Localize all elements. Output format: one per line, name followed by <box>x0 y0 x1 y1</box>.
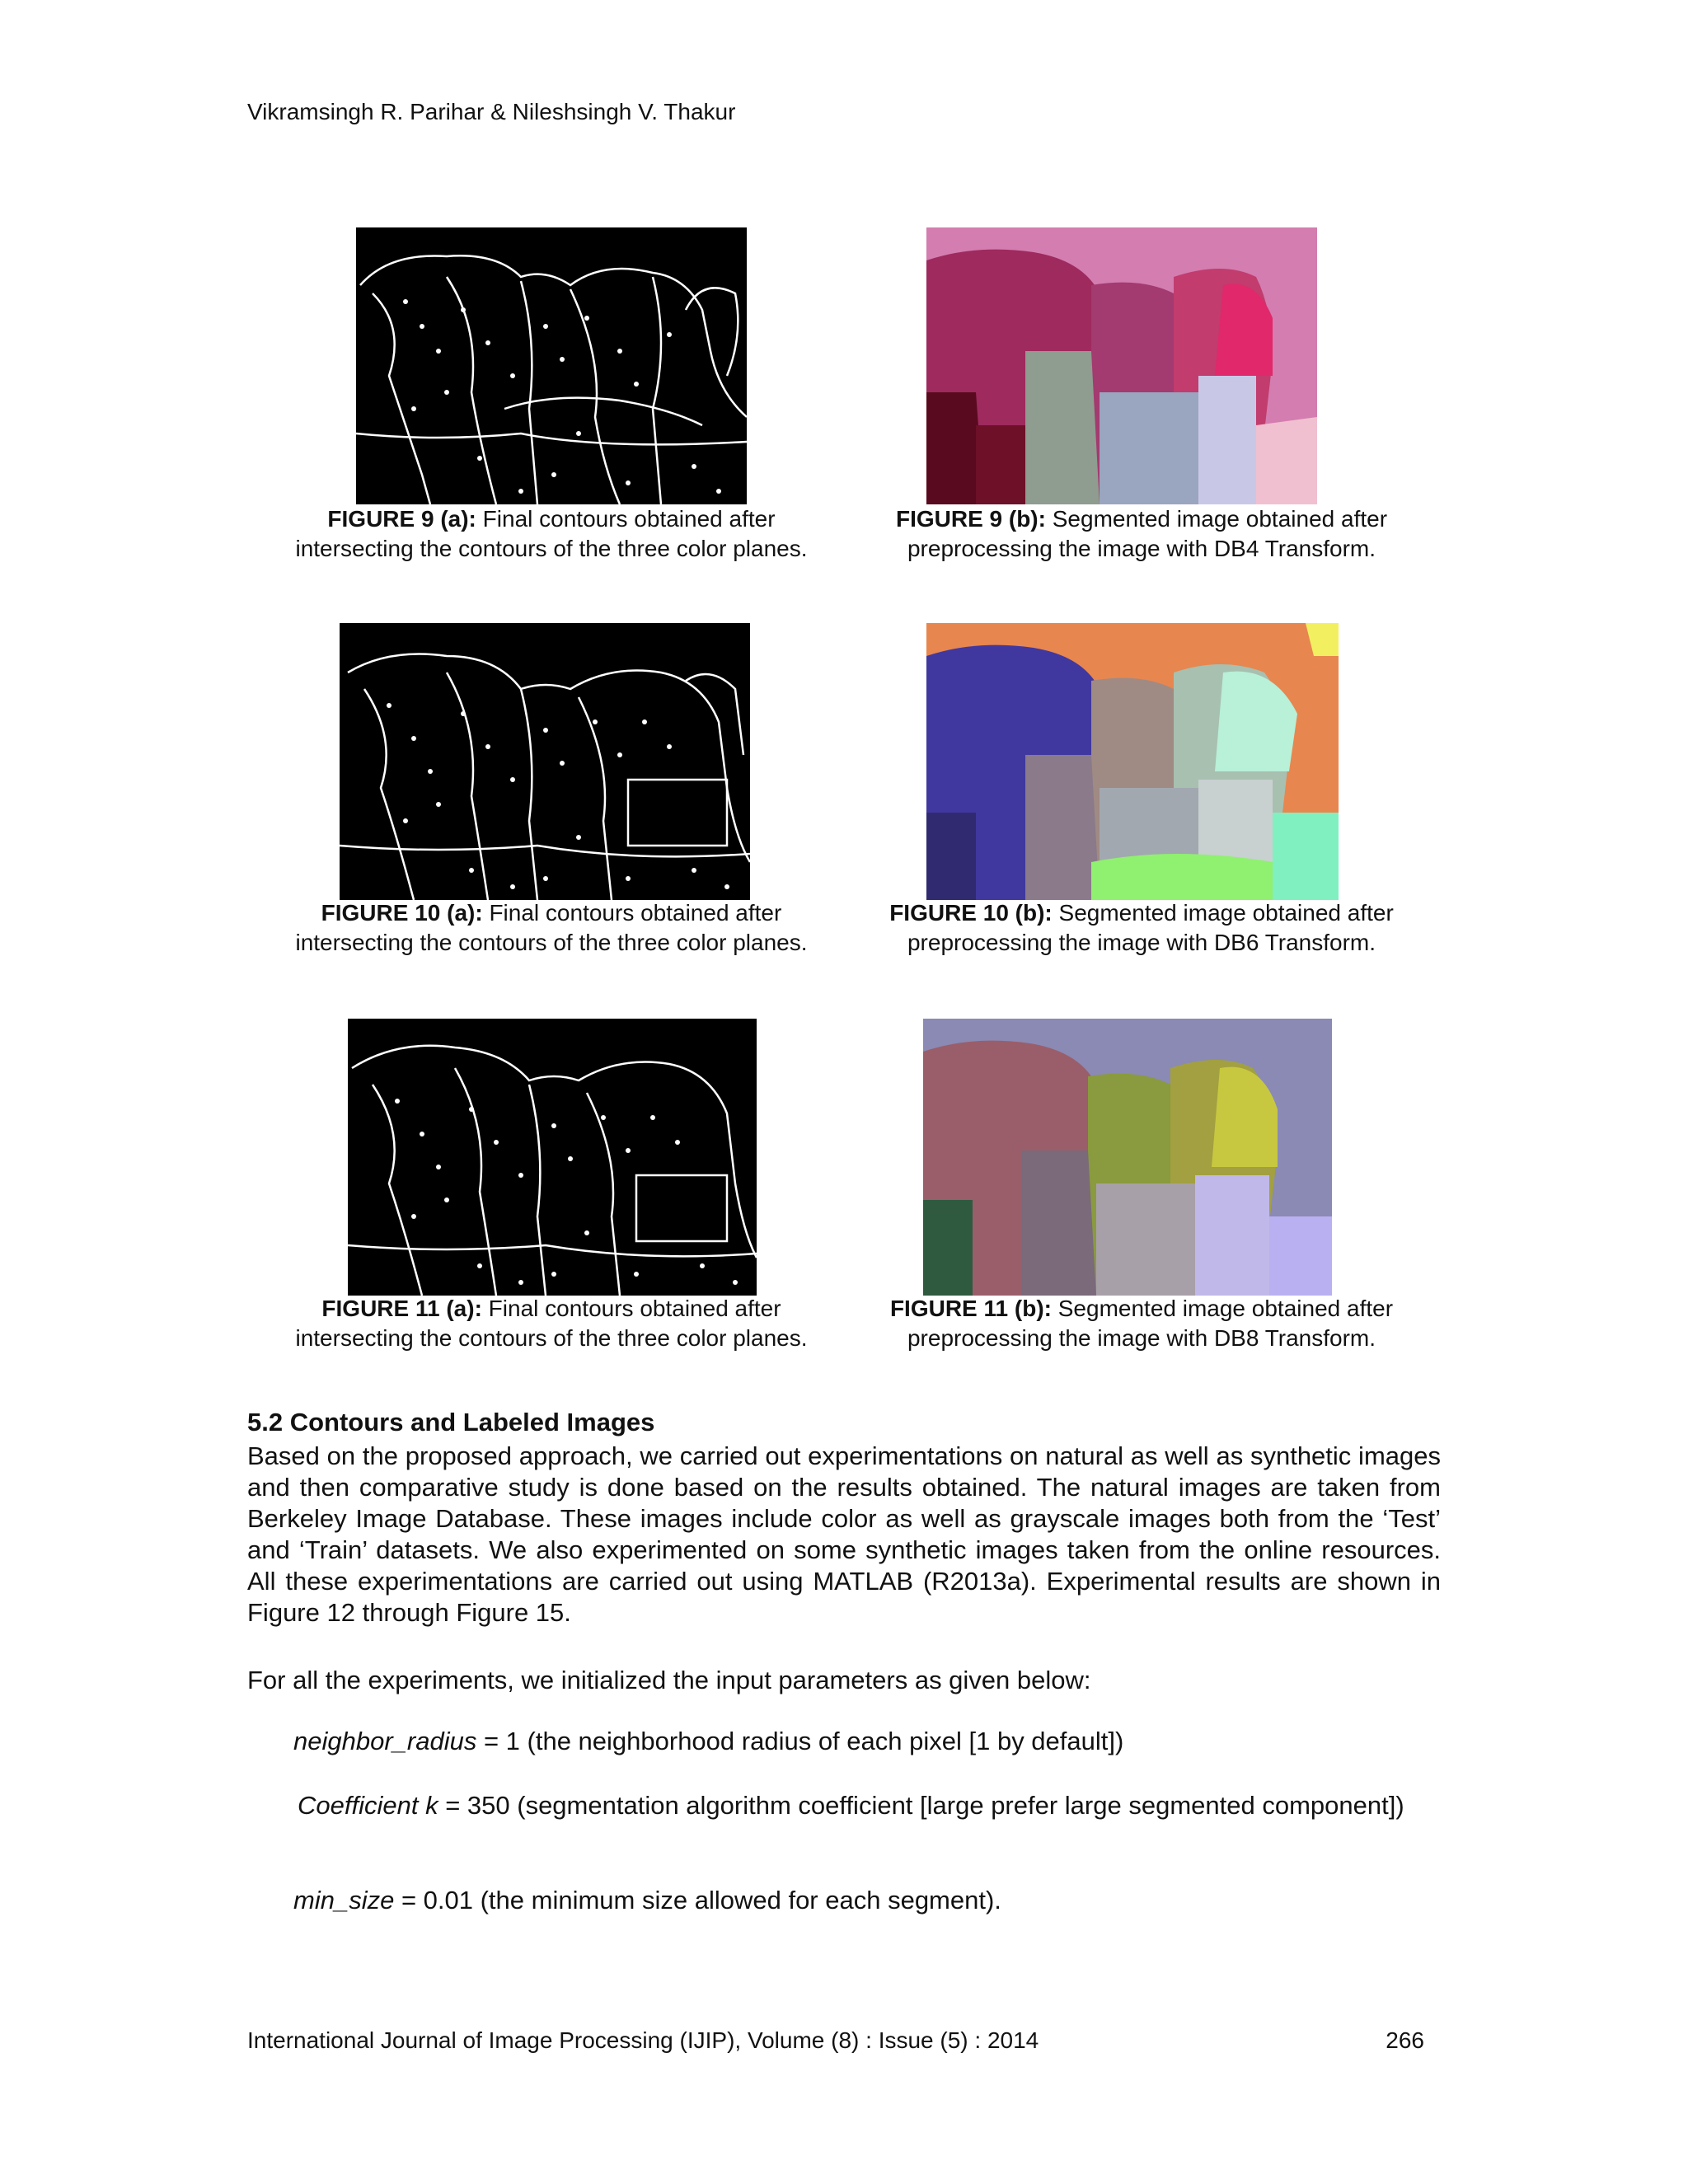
figure-9a-contour-image <box>356 227 747 504</box>
body-paragraph-1: Based on the proposed approach, we carried out experimentations on natural as well as synthetic images and then comparative study is done based on the results obtained. The natural images are taken from Berkeley Image Database. These images include color as well as grayscale images both from the ‘Test’ and ‘Train’ datasets. We also experimented on some synthetic images taken from the online resources. All these experimentations are carried out using MATLAB (R2013a). Experimental results are shown in Figure 12 through Figure 15. <box>247 1441 1441 1627</box>
param-coefficient-k: Coefficient k = 350 (segmentation algorithm coefficient [large prefer large segmented component]) <box>298 1791 1404 1820</box>
param-min-size: min_size = 0.01 (the minimum size allowed for each segment). <box>293 1886 1001 1915</box>
figure-10b-segmented-image <box>926 623 1339 900</box>
section-heading: 5.2 Contours and Labeled Images <box>247 1408 655 1436</box>
figure-11a-contour-image <box>348 1019 757 1296</box>
figure-9b-segmented-image <box>926 227 1317 504</box>
footer-journal: International Journal of Image Processing (IJIP), Volume (8) : Issue (5) : 2014 <box>247 2027 1039 2053</box>
figure-10b-caption: FIGURE 10 (b): Segmented image obtained after preprocessing the image with DB6 Transform. <box>889 900 1394 955</box>
figure-11b-segmented-image <box>923 1019 1332 1296</box>
figure-11b-caption: FIGURE 11 (b): Segmented image obtained after preprocessing the image with DB8 Transform. <box>889 1296 1394 1351</box>
param-neighbor-radius: neighbor_radius = 1 (the neighborhood radius of each pixel [1 by default]) <box>293 1727 1124 1755</box>
figure-10a-contour-image <box>340 623 750 900</box>
figure-9a-caption: FIGURE 9 (a): Final contours obtained after intersecting the contours of the three color planes. <box>295 506 808 561</box>
footer-page-number: 266 <box>1386 2027 1424 2053</box>
body-paragraph-2: For all the experiments, we initialized the input parameters as given below: <box>247 1666 1091 1694</box>
figure-11a-caption: FIGURE 11 (a): Final contours obtained after intersecting the contours of the three color planes. <box>295 1296 808 1351</box>
figure-10a-caption: FIGURE 10 (a): Final contours obtained after intersecting the contours of the three color planes. <box>295 900 808 955</box>
running-header-authors: Vikramsingh R. Parihar & Nileshsingh V. Thakur <box>247 99 736 124</box>
figure-9b-caption: FIGURE 9 (b): Segmented image obtained after preprocessing the image with DB4 Transform. <box>895 506 1388 561</box>
